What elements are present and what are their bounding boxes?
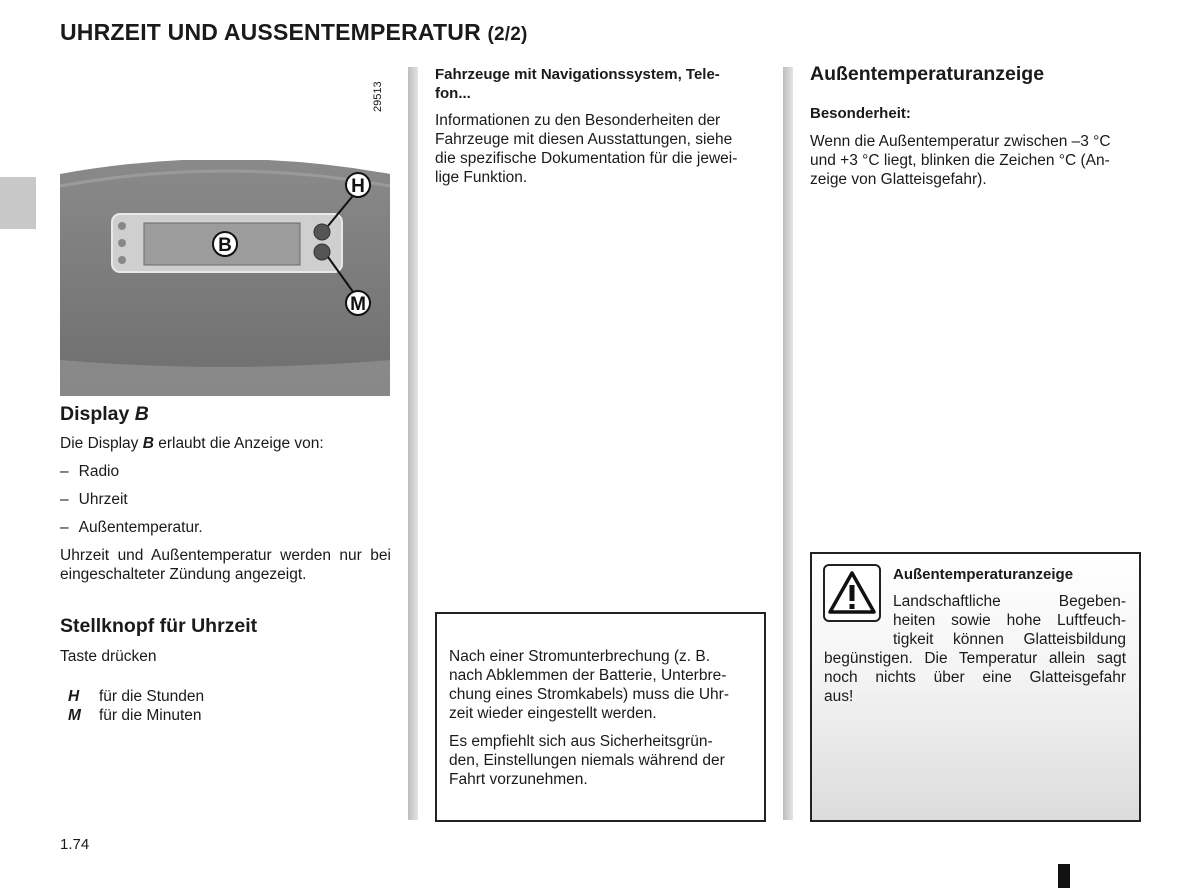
list-item: – Uhrzeit [60, 491, 128, 508]
display-heading: Display B [60, 403, 149, 425]
nav-text-line: Fahrzeuge mit diesen Ausstattungen, siehe [435, 131, 733, 148]
chapter-tab [0, 177, 36, 229]
knob-text: Taste drücken [60, 648, 157, 665]
outside-temp-heading: Außentemperaturanzeige [810, 63, 1045, 85]
warning-text-line: begünstigen. Die Temperatur allein sagt [824, 650, 1126, 667]
column-divider-2 [783, 67, 793, 820]
page-edge-marker [1058, 864, 1070, 888]
box-p1-line: chung eines Stromkabels) muss die Uhr- [449, 686, 729, 703]
box-p1-line: Nach einer Stromunterbrechung (z. B. [449, 648, 711, 665]
warning-text-short-line: heiten sowie hohe Luftfeuch- [893, 612, 1126, 629]
warning-icon [823, 564, 881, 622]
page-title [60, 19, 528, 46]
figure-ref-number: 29513 [372, 81, 384, 112]
key-row-h-text: für die Stunden [99, 688, 205, 705]
box-p1-line: zeit wieder eingestellt werden. [449, 705, 657, 722]
column-divider-1 [408, 67, 418, 820]
box-p2-line: den, Einstellungen niemals während der [449, 752, 725, 769]
box-p2-line: Es empfiehlt sich aus Sicherheitsgrün- [449, 733, 713, 750]
key-row-m-text: für die Minuten [99, 707, 202, 724]
dashboard-display-figure [60, 160, 390, 396]
list-item: – Radio [60, 463, 120, 480]
figure-label-b: B [218, 235, 232, 256]
key-row-h: H [68, 688, 80, 705]
outside-temp-text-line: zeige von Glatteisgefahr). [810, 171, 987, 188]
nav-heading-line-1: Fahrzeuge mit Navigationssystem, Tele- [435, 66, 720, 83]
outside-temp-text-line: Wenn die Außentemperatur zwischen –3 °C [810, 133, 1111, 150]
box-p2-line: Fahrt vorzunehmen. [449, 771, 588, 788]
box-p1-line: nach Abklemmen der Batterie, Unterbre- [449, 667, 727, 684]
warning-text-short-line: Landschaftliche Begeben- [893, 593, 1126, 610]
nav-text-line: Informationen zu den Besonderheiten der [435, 112, 721, 129]
key-row-m: M [68, 707, 81, 724]
figure-label-m: M [350, 294, 366, 315]
display-heading-letter: B [134, 403, 149, 425]
page-number: 1.74 [60, 836, 90, 853]
warning-text-line: aus! [824, 688, 854, 705]
knob-heading: Stellknopf für Uhrzeit [60, 615, 258, 637]
warning-title: Außentemperaturanzeige [893, 566, 1074, 583]
nav-text-line: die spezifische Dokumentation für die jewei- [435, 150, 738, 167]
peculiarity-label: Besonderheit: [810, 105, 911, 122]
warning-text-short-line: tigkeit können Glatteisbildung [893, 631, 1126, 648]
title-suffix: (2/2) [487, 24, 528, 45]
display-note: Uhrzeit und Außentemperatur werden nur bei eingeschalteter Zündung angezeigt. [60, 547, 391, 583]
warning-text-line: noch nichts über eine Glatteisgefahr [824, 669, 1126, 686]
list-item: – Außentemperatur. [60, 519, 203, 536]
nav-text-line: lige Funktion. [435, 169, 528, 186]
outside-temp-text-line: und +3 °C liegt, blinken die Zeichen °C (An- [810, 152, 1110, 169]
nav-heading-line-2: fon... [435, 85, 471, 102]
display-intro: Die Display B erlaubt die Anzeige von: [60, 435, 324, 452]
figure-label-h: H [351, 176, 365, 197]
title-main: UHRZEIT UND AUSSENTEMPERATUR [60, 19, 481, 45]
